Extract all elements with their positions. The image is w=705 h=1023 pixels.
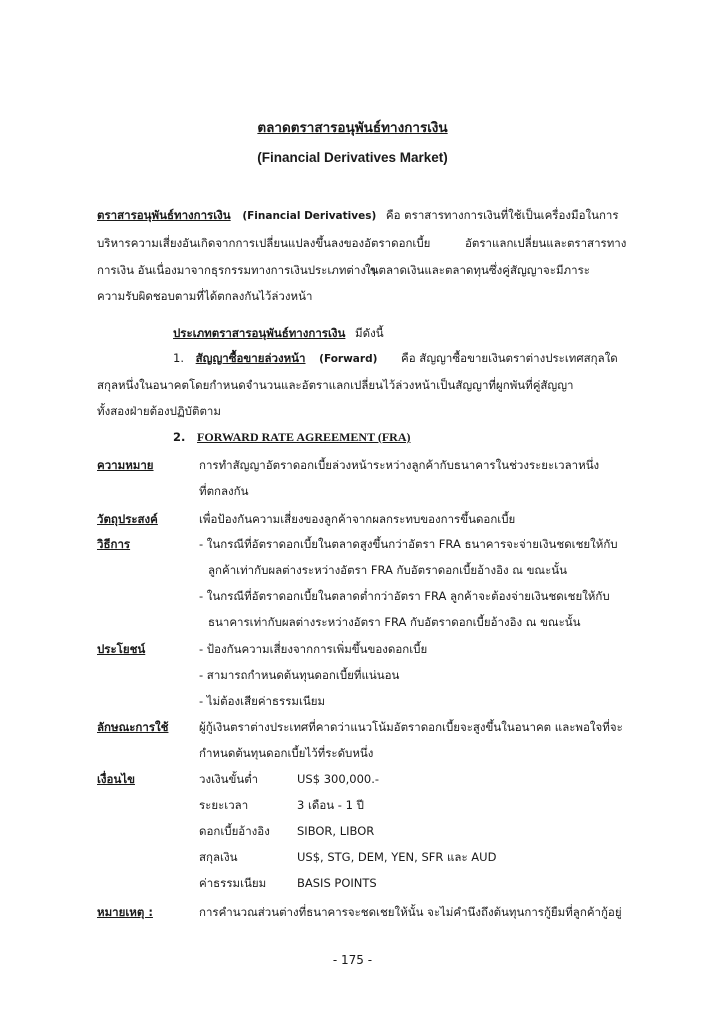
- usage-line-1: ผู้กู้เงินตราต่างประเทศที่คาดว่าแนวโน้มอัตราดอกเบี้ยจะสูงขึ้นในอนาคต และพอใจที่จะ: [199, 720, 623, 734]
- intro-line-3a: การเงิน อันเนื่องมาจากธุรกรรมทางการเงินประเภทต่าง ๆ: [97, 263, 376, 277]
- item2-num: 2.: [173, 430, 186, 444]
- method-2-line-2: ธนาคารเท่ากับผลต่างระหว่างอัตรา FRA กับอัตราดอกเบี้ยอ้างอิง ณ ขณะนั้น: [208, 615, 581, 629]
- meaning-label: ความหมาย: [97, 458, 154, 472]
- meaning-line-2: ที่ตกลงกัน: [199, 484, 249, 498]
- intro-line-2a: บริหารความเสี่ยงอันเกิดจากการเปลี่ยนแปลงขึ้นลงของอัตราดอกเบี้ย: [97, 236, 431, 250]
- condition-label: ค่าธรรมเนียม: [199, 876, 267, 890]
- method-2-line-1: - ในกรณีที่อัตราดอกเบี้ยในตลาดต่ำกว่าอัตรา FRA ลูกค้าจะต้องจ่ายเงินชดเชยให้กับ: [199, 589, 610, 603]
- item1-num: 1.: [173, 351, 184, 365]
- method-label: วิธีการ: [97, 537, 131, 551]
- purpose-text: เพื่อป้องกันความเสี่ยงของลูกค้าจากผลกระทบของการขึ้นดอกเบี้ย: [199, 512, 516, 526]
- condition-label: ดอกเบี้ยอ้างอิง: [199, 824, 270, 838]
- benefit-item: - ป้องกันความเสี่ยงจากการเพิ่มขึ้นของดอกเบี้ย: [199, 642, 428, 656]
- usage-label: ลักษณะการใช้: [97, 720, 169, 734]
- note-text: การคำนวณส่วนต่างที่ธนาคารจะชดเชยให้นั้น จะไม่คำนึงถึงต้นทุนการกู้ยืมที่ลูกค้ากู้อยู่: [199, 905, 622, 919]
- types-heading: ประเภทตราสารอนุพันธ์ทางการเงิน: [173, 326, 346, 340]
- intro-line-1: [97, 207, 619, 224]
- condition-label: สกุลเงิน: [199, 850, 238, 864]
- types-heading-rest: มีดังนี้: [355, 326, 384, 340]
- page-title: ตลาดตราสารอนุพันธ์ทางการเงิน: [257, 120, 448, 136]
- condition-label: ระยะเวลา: [199, 798, 249, 812]
- intro-term-en: (Financial Derivatives): [242, 210, 377, 222]
- types-heading-line: [173, 325, 384, 341]
- item1-en: (Forward): [319, 353, 378, 365]
- condition-value: US$ 300,000.-: [297, 772, 380, 786]
- item1-line-2: สกุลหนึ่งในอนาคตโดยกำหนดจำนวนและอัตราแลกเปลี่ยนไว้ล่วงหน้าเป็นสัญญาที่ผูกพันที่คู่สัญญา: [97, 378, 574, 392]
- condition-value: US$, STG, DEM, YEN, SFR และ AUD: [297, 850, 497, 864]
- condition-value: 3 เดือน - 1 ปี: [297, 798, 364, 812]
- item1-line-3: ทั้งสองฝ่ายต้องปฏิบัติตาม: [97, 404, 221, 418]
- benefit-label: ประโยชน์: [97, 642, 146, 656]
- intro-term: ตราสารอนุพันธ์ทางการเงิน: [97, 208, 231, 222]
- note-label: หมายเหตุ :: [97, 905, 153, 919]
- intro-line1-rest: คือ ตราสารทางการเงินที่ใช้เป็นเครื่องมือในการ: [385, 208, 619, 222]
- condition-value: BASIS POINTS: [297, 876, 377, 890]
- method-1-line-2: ลูกค้าเท่ากับผลต่างระหว่างอัตรา FRA กับอัตราดอกเบี้ยอ้างอิง ณ ขณะนั้น: [208, 563, 567, 577]
- usage-line-2: กำหนดต้นทุนดอกเบี้ยไว้ที่ระดับหนึ่ง: [199, 746, 374, 760]
- item1-rest: คือ สัญญาซื้อขายเงินตราต่างประเทศสกุลใด: [401, 351, 618, 365]
- benefit-item: - ไม่ต้องเสียค่าธรรมเนียม: [199, 694, 326, 708]
- meaning-line-1: การทำสัญญาอัตราดอกเบี้ยล่วงหน้าระหว่างลูกค้ากับธนาคารในช่วงระยะเวลาหนึ่ง: [199, 458, 600, 472]
- intro-line-3b: ในตลาดเงินและตลาดทุนซึ่งคู่สัญญาจะมีภาระ: [365, 263, 590, 277]
- item1-term: สัญญาซื้อขายล่วงหน้า: [195, 351, 306, 365]
- condition-label: วงเงินขั้นต่ำ: [199, 772, 259, 786]
- method-1-line-1: - ในกรณีที่อัตราดอกเบี้ยในตลาดสูงขึ้นกว่าอัตรา FRA ธนาคารจะจ่ายเงินชดเชยให้กับ: [199, 537, 618, 551]
- conditions-label: เงื่อนไข: [97, 772, 135, 786]
- item1-line-1: [173, 350, 618, 367]
- page-subtitle: (Financial Derivatives Market): [257, 150, 448, 165]
- purpose-label: วัตถุประสงค์: [97, 512, 158, 526]
- page-number: - 175 -: [332, 953, 373, 967]
- intro-line-2b: อัตราแลกเปลี่ยนและตราสารทาง: [465, 236, 627, 250]
- benefit-item: - สามารถกำหนดต้นทุนดอกเบี้ยที่แน่นอน: [199, 668, 400, 682]
- condition-value: SIBOR, LIBOR: [297, 824, 375, 838]
- item2-title: FORWARD RATE AGREEMENT (FRA): [197, 430, 411, 444]
- intro-line-4: ความรับผิดชอบตามที่ได้ตกลงกันไว้ล่วงหน้า: [97, 289, 313, 303]
- item2-line: [173, 429, 411, 445]
